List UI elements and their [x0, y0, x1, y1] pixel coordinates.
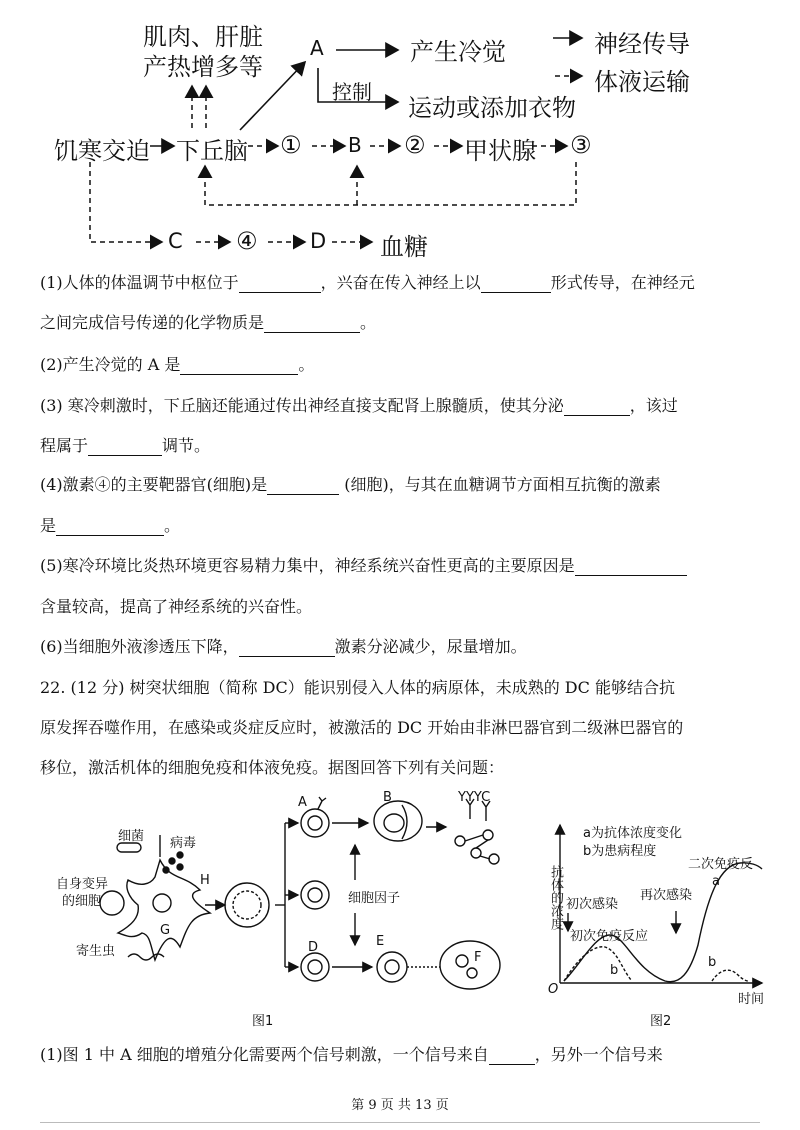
figure-1-drawing: [0, 785, 540, 1045]
answer-blank[interactable]: [564, 399, 630, 416]
label-yyc: YYYC: [458, 790, 491, 805]
cell-t-icon: [301, 881, 329, 909]
answer-blank[interactable]: [180, 358, 298, 375]
question-5: (5)寒冷环境比炎热环境更容易精力集中，神经系统兴奋性更高的主要原因是: [40, 556, 765, 576]
label-e: E: [376, 934, 385, 949]
label-bacteria: 细菌: [118, 829, 145, 844]
cell-a-icon: [301, 809, 329, 837]
answer-blank[interactable]: [56, 519, 164, 536]
legend-nerve-conduction: 神经传导: [594, 30, 690, 58]
figure-1-caption: 图1: [252, 1014, 274, 1029]
curve-b-first: [564, 947, 632, 981]
question-5-line2: 含量较高，提高了神经系统的兴奋性。: [40, 597, 313, 616]
node-4: ④: [236, 227, 258, 255]
node-2: ②: [404, 131, 426, 159]
y-axis-label: 抗体的浓度: [548, 865, 563, 930]
dendritic-cell-icon: [118, 860, 210, 960]
node-3: ③: [570, 131, 592, 159]
node-thyroid: 甲状腺: [464, 137, 536, 165]
question-3: (3) 寒冷刺激时，下丘脑还能通过传出神经直接支配肾上腺髓质，使其分泌 ，该过: [40, 396, 678, 415]
answer-blank[interactable]: [264, 316, 360, 333]
node-heat-production: 产热增多等: [143, 53, 263, 81]
node-cold-sensation: 产生冷觉: [410, 38, 506, 66]
answer-blank[interactable]: [239, 640, 335, 657]
answer-blank[interactable]: [481, 276, 551, 293]
question-1: (1)人体的体温调节中枢位于 ，兴奋在传入神经上以 形式传导，在神经元: [40, 273, 695, 292]
mutated-cell-icon: [100, 891, 124, 915]
curve-a: [564, 863, 762, 982]
feedback-to-hypothalamus: [205, 162, 576, 205]
page-footer: 第 9 页 共 13 页: [351, 1098, 449, 1113]
answer-blank[interactable]: [267, 478, 339, 495]
label-a: A: [298, 795, 307, 810]
answer-blank[interactable]: [239, 276, 321, 293]
question-22-1: (1)图 1 中 A 细胞的增殖分化需要两个信号刺激，一个信号来自 ，另外一个信号来: [40, 1045, 663, 1064]
label-h: H: [200, 873, 210, 888]
node-hunger-cold: 饥寒交迫: [54, 137, 150, 165]
label-cytokine: 细胞因子: [348, 891, 401, 906]
label-virus: 病毒: [170, 836, 197, 851]
label-g: G: [160, 923, 171, 938]
answer-blank[interactable]: [575, 559, 687, 576]
curve-b-second: [712, 970, 748, 981]
label-first-infection: 初次感染: [566, 897, 619, 912]
virus-icon: [169, 858, 175, 864]
question-3-line2: 程属于 调节。: [40, 436, 211, 455]
answer-blank[interactable]: [489, 1048, 535, 1065]
cell-f-icon: [440, 941, 500, 989]
cell-b-icon: [374, 801, 422, 841]
label-control: 控制: [332, 80, 372, 104]
node-b: B: [348, 133, 362, 157]
arrow-hunger-to-c: [90, 162, 162, 242]
label-b: B: [383, 790, 392, 805]
label-self-mutated-2: 的细胞: [62, 894, 102, 909]
node-muscle-liver: 肌肉、肝脏: [143, 23, 263, 51]
q22-intro-line1: 22. (12 分) 树突状细胞（简称 DC）能识别侵入人体的病原体，未成熟的 DC 能够结合抗: [40, 678, 675, 697]
label-first-response: 初次免疫反应: [570, 929, 649, 944]
legend-a: a为抗体浓度变化: [583, 826, 682, 841]
curve-a-label: a: [712, 874, 720, 889]
cell-d-icon: [301, 953, 329, 981]
figure-2-caption: 图2: [650, 1014, 672, 1029]
question-6: (6)当细胞外液渗透压下降， 激素分泌减少，尿量增加。: [40, 637, 527, 656]
label-self-mutated-1: 自身变异: [56, 877, 109, 892]
label-parasite: 寄生虫: [76, 944, 116, 959]
legend-b: b为患病程度: [583, 844, 657, 859]
legend-fluid-transport: 体液运输: [594, 68, 690, 96]
label-reinfection: 再次感染: [640, 888, 693, 903]
question-1-line2: 之间完成信号传递的化学物质是 。: [40, 313, 377, 332]
node-exercise-clothing: 运动或添加衣物: [408, 94, 576, 122]
cell-h-icon: [225, 883, 269, 927]
bacteria-icon: [117, 843, 141, 852]
q22-intro-line3: 移位，激活机体的细胞免疫和体液免疫。据图回答下列有关问题：: [40, 758, 505, 777]
question-2: (2)产生冷觉的 A 是 。: [40, 355, 315, 374]
x-axis-label: 时间: [738, 992, 765, 1007]
q22-intro-line2: 原发挥吞噬作用，在感染或炎症反应时，被激活的 DC 开始由非淋巴器官到二级淋巴器官的: [40, 718, 684, 737]
origin-label: O: [548, 982, 559, 997]
node-a: A: [310, 36, 324, 60]
node-1: ①: [280, 131, 302, 159]
curve-b-label-2: b: [708, 955, 717, 970]
antibody-antigen-icon: [455, 799, 499, 864]
footer-divider: [40, 1122, 760, 1123]
parasite-icon: [128, 954, 164, 960]
node-blood-sugar: 血糖: [380, 233, 428, 261]
question-4: (4)激素④的主要靶器官(细胞)是 (细胞)，与其在血糖调节方面相互抗衡的激素: [40, 475, 661, 494]
cell-e-icon: [377, 952, 407, 982]
answer-blank[interactable]: [88, 439, 162, 456]
curve-b-label-1: b: [610, 963, 619, 978]
question-4-line2: 是 。: [40, 516, 181, 535]
node-c: C: [168, 229, 183, 253]
label-d: D: [308, 940, 319, 955]
node-hypothalamus: 下丘脑: [176, 137, 248, 165]
node-d: D: [310, 229, 327, 253]
label-second-response: 二次免疫反: [688, 857, 754, 872]
label-f: F: [474, 950, 482, 965]
